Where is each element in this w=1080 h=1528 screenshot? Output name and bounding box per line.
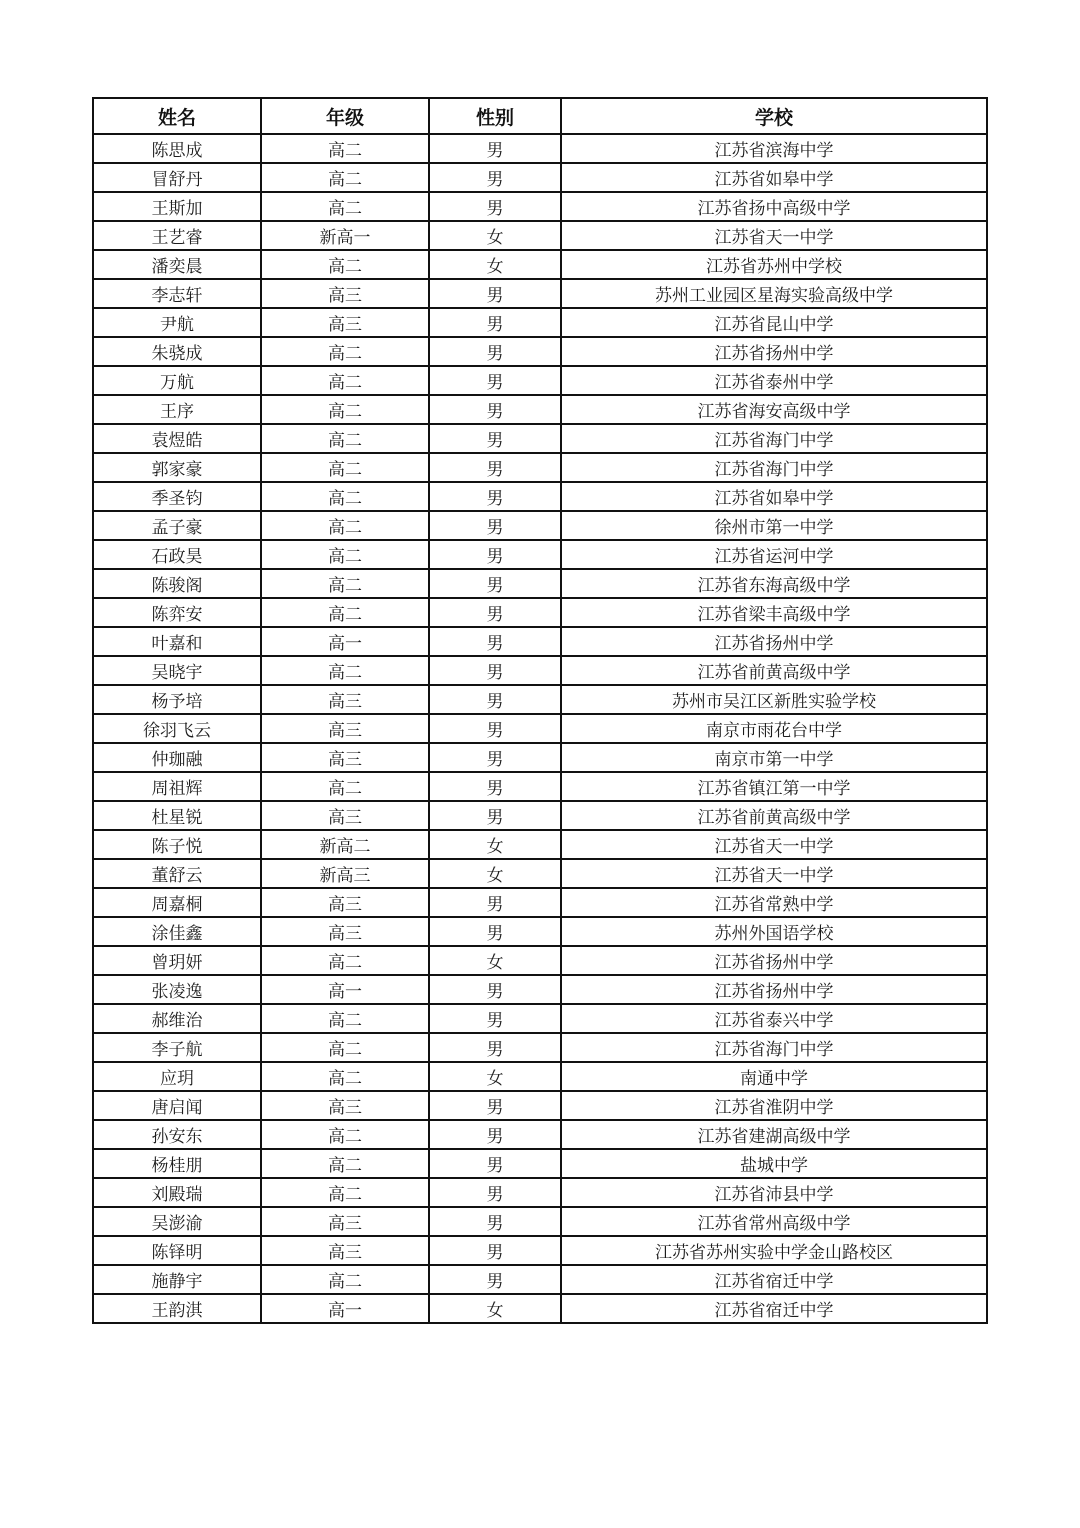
- table-row: [93, 540, 987, 569]
- cell-gender: 男: [429, 656, 561, 685]
- cell-grade: 高二: [261, 424, 429, 453]
- cell-name: 石政昊: [93, 540, 261, 569]
- cell-name: 袁煜皓: [93, 424, 261, 453]
- cell-name: 潘奕晨: [93, 250, 261, 279]
- table-row: [93, 801, 987, 830]
- cell-school: 徐州市第一中学: [561, 511, 987, 540]
- cell-gender: 男: [429, 801, 561, 830]
- cell-grade: 高三: [261, 279, 429, 308]
- header-grade: 年级: [261, 98, 429, 134]
- cell-grade: 高一: [261, 975, 429, 1004]
- cell-name: 陈思成: [93, 134, 261, 163]
- cell-name: 王艺睿: [93, 221, 261, 250]
- cell-gender: 男: [429, 308, 561, 337]
- cell-grade: 高三: [261, 801, 429, 830]
- cell-gender: 男: [429, 1091, 561, 1120]
- cell-name: 杨桂朋: [93, 1149, 261, 1178]
- table-row: [93, 1178, 987, 1207]
- cell-school: 江苏省扬州中学: [561, 975, 987, 1004]
- cell-name: 张凌逸: [93, 975, 261, 1004]
- cell-name: 唐启闻: [93, 1091, 261, 1120]
- table-row: [93, 1149, 987, 1178]
- table-row: [93, 975, 987, 1004]
- cell-gender: 男: [429, 685, 561, 714]
- cell-grade: 高三: [261, 917, 429, 946]
- cell-gender: 女: [429, 1294, 561, 1323]
- cell-gender: 男: [429, 1120, 561, 1149]
- cell-grade: 高二: [261, 656, 429, 685]
- cell-name: 陈骏阁: [93, 569, 261, 598]
- cell-name: 尹航: [93, 308, 261, 337]
- table-row: [93, 569, 987, 598]
- cell-name: 季圣钧: [93, 482, 261, 511]
- cell-grade: 新高一: [261, 221, 429, 250]
- cell-school: 南通中学: [561, 1062, 987, 1091]
- cell-school: 苏州市吴江区新胜实验学校: [561, 685, 987, 714]
- table-row: [93, 859, 987, 888]
- cell-name: 万航: [93, 366, 261, 395]
- cell-name: 董舒云: [93, 859, 261, 888]
- cell-grade: 高三: [261, 1236, 429, 1265]
- cell-school: 江苏省宿迁中学: [561, 1265, 987, 1294]
- cell-name: 陈弈安: [93, 598, 261, 627]
- table-row: [93, 482, 987, 511]
- cell-school: 南京市第一中学: [561, 743, 987, 772]
- cell-gender: 女: [429, 1062, 561, 1091]
- cell-gender: 男: [429, 1265, 561, 1294]
- table-row: [93, 1062, 987, 1091]
- cell-grade: 高二: [261, 946, 429, 975]
- cell-name: 冒舒丹: [93, 163, 261, 192]
- cell-school: 江苏省昆山中学: [561, 308, 987, 337]
- cell-school: 江苏省运河中学: [561, 540, 987, 569]
- cell-school: 江苏省沛县中学: [561, 1178, 987, 1207]
- table-row: [93, 366, 987, 395]
- cell-gender: 男: [429, 772, 561, 801]
- table-row: [93, 917, 987, 946]
- cell-school: 江苏省海安高级中学: [561, 395, 987, 424]
- cell-school: 南京市雨花台中学: [561, 714, 987, 743]
- cell-gender: 男: [429, 163, 561, 192]
- table-row: [93, 221, 987, 250]
- cell-grade: 高三: [261, 308, 429, 337]
- cell-school: 江苏省泰兴中学: [561, 1004, 987, 1033]
- cell-name: 周祖辉: [93, 772, 261, 801]
- cell-name: 朱骁成: [93, 337, 261, 366]
- cell-name: 徐羽飞云: [93, 714, 261, 743]
- cell-school: 江苏省天一中学: [561, 830, 987, 859]
- cell-name: 周嘉桐: [93, 888, 261, 917]
- table-row: [93, 250, 987, 279]
- cell-gender: 女: [429, 946, 561, 975]
- table-row: [93, 685, 987, 714]
- cell-school: 江苏省前黄高级中学: [561, 656, 987, 685]
- cell-grade: 高二: [261, 1120, 429, 1149]
- cell-name: 刘殿瑞: [93, 1178, 261, 1207]
- cell-school: 江苏省海门中学: [561, 1033, 987, 1062]
- cell-gender: 男: [429, 366, 561, 395]
- header-row: [93, 98, 987, 134]
- cell-school: 盐城中学: [561, 1149, 987, 1178]
- cell-gender: 女: [429, 830, 561, 859]
- cell-school: 江苏省镇江第一中学: [561, 772, 987, 801]
- table-header: [93, 98, 987, 134]
- table-row: [93, 627, 987, 656]
- cell-name: 吴澎渝: [93, 1207, 261, 1236]
- table-row: [93, 830, 987, 859]
- student-roster-table: [92, 97, 988, 1324]
- cell-school: 江苏省苏州实验中学金山路校区: [561, 1236, 987, 1265]
- cell-grade: 高一: [261, 627, 429, 656]
- cell-grade: 高二: [261, 569, 429, 598]
- cell-school: 江苏省常熟中学: [561, 888, 987, 917]
- cell-school: 江苏省扬州中学: [561, 337, 987, 366]
- cell-school: 江苏省如皋中学: [561, 163, 987, 192]
- cell-name: 陈铎明: [93, 1236, 261, 1265]
- table-row: [93, 308, 987, 337]
- cell-name: 仲珈融: [93, 743, 261, 772]
- table-row: [93, 134, 987, 163]
- cell-grade: 高二: [261, 772, 429, 801]
- table-body: [93, 134, 987, 1323]
- cell-grade: 高三: [261, 1207, 429, 1236]
- cell-name: 施静宇: [93, 1265, 261, 1294]
- cell-gender: 男: [429, 975, 561, 1004]
- table-row: [93, 511, 987, 540]
- cell-name: 叶嘉和: [93, 627, 261, 656]
- cell-gender: 男: [429, 511, 561, 540]
- cell-name: 涂佳鑫: [93, 917, 261, 946]
- cell-gender: 男: [429, 540, 561, 569]
- cell-school: 苏州外国语学校: [561, 917, 987, 946]
- cell-name: 杜星锐: [93, 801, 261, 830]
- cell-school: 江苏省扬州中学: [561, 627, 987, 656]
- cell-gender: 男: [429, 453, 561, 482]
- cell-gender: 男: [429, 1207, 561, 1236]
- cell-grade: 高二: [261, 134, 429, 163]
- table-row: [93, 1091, 987, 1120]
- cell-school: 江苏省淮阴中学: [561, 1091, 987, 1120]
- table-row: [93, 888, 987, 917]
- cell-school: 江苏省泰州中学: [561, 366, 987, 395]
- table-row: [93, 337, 987, 366]
- cell-grade: 高一: [261, 1294, 429, 1323]
- cell-name: 孟子豪: [93, 511, 261, 540]
- cell-grade: 高三: [261, 1091, 429, 1120]
- cell-name: 陈子悦: [93, 830, 261, 859]
- cell-school: 江苏省滨海中学: [561, 134, 987, 163]
- cell-gender: 男: [429, 714, 561, 743]
- header-gender: 性别: [429, 98, 561, 134]
- cell-grade: 高三: [261, 888, 429, 917]
- cell-gender: 男: [429, 134, 561, 163]
- cell-school: 江苏省如皋中学: [561, 482, 987, 511]
- cell-grade: 高二: [261, 163, 429, 192]
- cell-gender: 男: [429, 424, 561, 453]
- cell-grade: 高二: [261, 511, 429, 540]
- cell-gender: 男: [429, 395, 561, 424]
- cell-gender: 男: [429, 598, 561, 627]
- cell-name: 孙安东: [93, 1120, 261, 1149]
- cell-school: 江苏省东海高级中学: [561, 569, 987, 598]
- table-row: [93, 772, 987, 801]
- cell-gender: 男: [429, 888, 561, 917]
- cell-school: 江苏省海门中学: [561, 453, 987, 482]
- cell-grade: 高三: [261, 685, 429, 714]
- table-row: [93, 1236, 987, 1265]
- header-school: 学校: [561, 98, 987, 134]
- cell-grade: 高二: [261, 1033, 429, 1062]
- cell-grade: 高二: [261, 453, 429, 482]
- cell-grade: 高三: [261, 714, 429, 743]
- table-row: [93, 714, 987, 743]
- cell-name: 王序: [93, 395, 261, 424]
- header-name: 姓名: [93, 98, 261, 134]
- cell-grade: 高二: [261, 366, 429, 395]
- cell-grade: 高二: [261, 192, 429, 221]
- cell-name: 王斯加: [93, 192, 261, 221]
- cell-school: 江苏省苏州中学校: [561, 250, 987, 279]
- cell-name: 郝维治: [93, 1004, 261, 1033]
- cell-name: 杨予培: [93, 685, 261, 714]
- cell-school: 江苏省梁丰高级中学: [561, 598, 987, 627]
- cell-gender: 男: [429, 482, 561, 511]
- table-row: [93, 1265, 987, 1294]
- table-row: [93, 279, 987, 308]
- cell-gender: 男: [429, 1149, 561, 1178]
- cell-grade: 高二: [261, 540, 429, 569]
- cell-gender: 男: [429, 743, 561, 772]
- cell-grade: 高二: [261, 1004, 429, 1033]
- table-row: [93, 598, 987, 627]
- cell-name: 郭家豪: [93, 453, 261, 482]
- cell-gender: 女: [429, 859, 561, 888]
- cell-gender: 女: [429, 221, 561, 250]
- cell-name: 吴晓宇: [93, 656, 261, 685]
- table-row: [93, 424, 987, 453]
- table-row: [93, 163, 987, 192]
- cell-school: 江苏省常州高级中学: [561, 1207, 987, 1236]
- table-row: [93, 1033, 987, 1062]
- table-row: [93, 743, 987, 772]
- cell-grade: 高二: [261, 250, 429, 279]
- cell-gender: 男: [429, 1004, 561, 1033]
- cell-name: 应玥: [93, 1062, 261, 1091]
- cell-grade: 高二: [261, 482, 429, 511]
- cell-school: 江苏省前黄高级中学: [561, 801, 987, 830]
- table-row: [93, 1207, 987, 1236]
- cell-grade: 高二: [261, 337, 429, 366]
- table-row: [93, 946, 987, 975]
- cell-gender: 男: [429, 569, 561, 598]
- table-row: [93, 192, 987, 221]
- table-row: [93, 1120, 987, 1149]
- cell-gender: 男: [429, 627, 561, 656]
- cell-gender: 男: [429, 1178, 561, 1207]
- cell-grade: 新高三: [261, 859, 429, 888]
- table-row: [93, 1004, 987, 1033]
- cell-school: 江苏省扬州中学: [561, 946, 987, 975]
- cell-grade: 高二: [261, 395, 429, 424]
- cell-gender: 男: [429, 337, 561, 366]
- cell-grade: 高二: [261, 1062, 429, 1091]
- table-row: [93, 1294, 987, 1323]
- table-row: [93, 656, 987, 685]
- cell-gender: 女: [429, 250, 561, 279]
- table-row: [93, 395, 987, 424]
- cell-gender: 男: [429, 917, 561, 946]
- cell-name: 王韵淇: [93, 1294, 261, 1323]
- cell-school: 江苏省海门中学: [561, 424, 987, 453]
- cell-name: 李志轩: [93, 279, 261, 308]
- cell-gender: 男: [429, 1033, 561, 1062]
- cell-grade: 高二: [261, 1265, 429, 1294]
- cell-name: 李子航: [93, 1033, 261, 1062]
- cell-school: 江苏省扬中高级中学: [561, 192, 987, 221]
- cell-school: 江苏省建湖高级中学: [561, 1120, 987, 1149]
- cell-grade: 高二: [261, 1149, 429, 1178]
- cell-gender: 男: [429, 192, 561, 221]
- cell-gender: 男: [429, 279, 561, 308]
- cell-school: 江苏省天一中学: [561, 859, 987, 888]
- cell-school: 江苏省天一中学: [561, 221, 987, 250]
- cell-grade: 高二: [261, 1178, 429, 1207]
- table-row: [93, 453, 987, 482]
- cell-school: 江苏省宿迁中学: [561, 1294, 987, 1323]
- cell-grade: 高二: [261, 598, 429, 627]
- cell-grade: 新高二: [261, 830, 429, 859]
- cell-grade: 高三: [261, 743, 429, 772]
- cell-name: 曾玥妍: [93, 946, 261, 975]
- cell-school: 苏州工业园区星海实验高级中学: [561, 279, 987, 308]
- cell-gender: 男: [429, 1236, 561, 1265]
